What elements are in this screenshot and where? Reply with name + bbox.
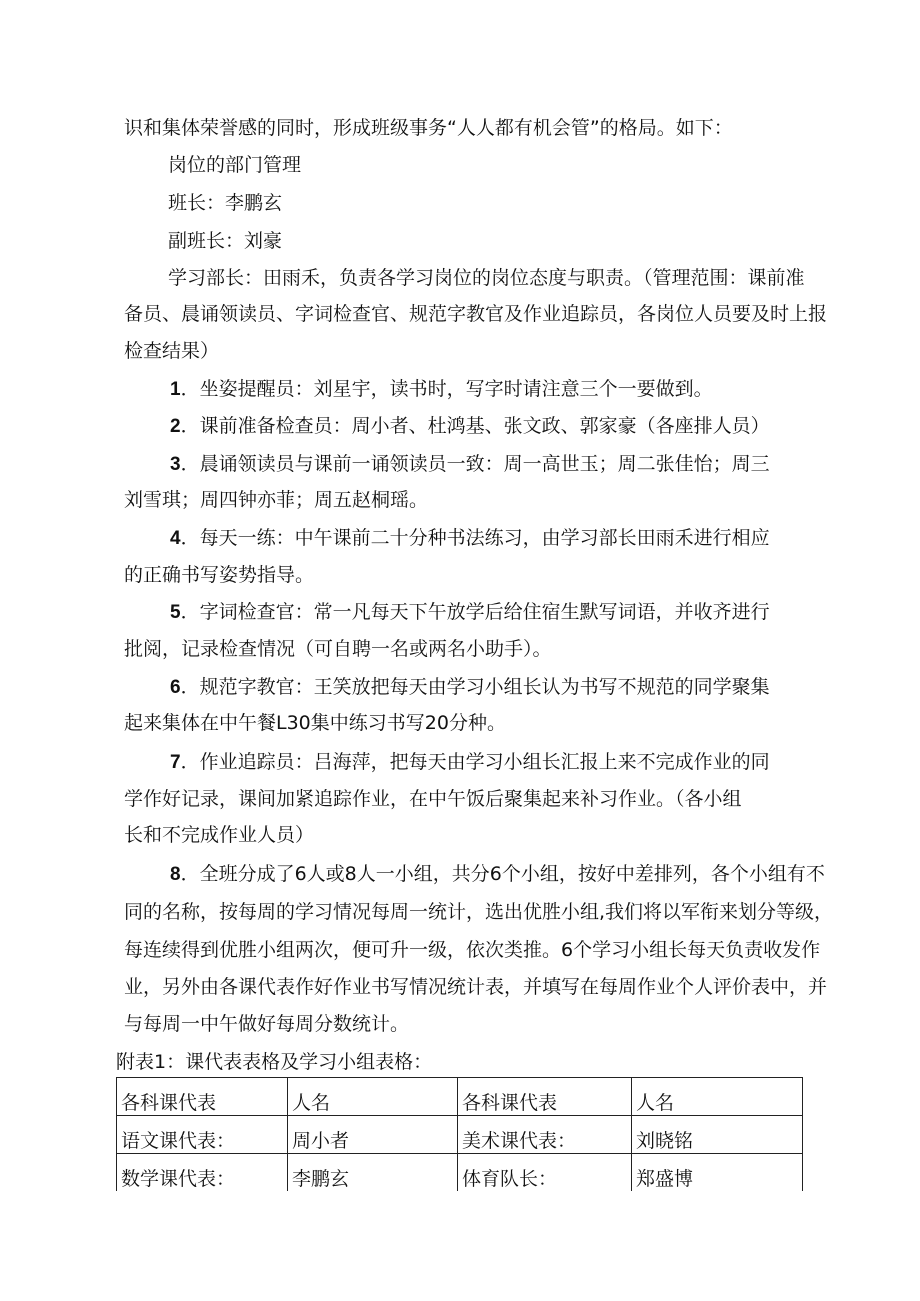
table-row: [117, 1154, 803, 1192]
table-cell: 美术课代表：: [458, 1116, 632, 1154]
study-minister-line: 学习部长：田雨禾，负责各学习岗位的岗位态度与职责。（管理范围：课前准: [168, 267, 805, 289]
table-cell: 郑盛博: [632, 1154, 803, 1192]
study-minister-line-3: 检查结果）: [124, 340, 220, 362]
list-item-6-cont: 起来集体在中午餐L30集中练习书写20分种。: [124, 712, 506, 734]
table-cell: 刘晓铭: [632, 1116, 803, 1154]
list-item-7-cont-2: 长和不完成作业人员）: [124, 824, 315, 846]
list-item-3: 3．晨诵领读员与课前一诵领读员一致：周一高世玉；周二张佳怡；周三: [170, 453, 770, 475]
table-cell: 语文课代表：: [117, 1116, 288, 1154]
list-item-2: 2．课前准备检查员：周小者、杜鸿基、张文政、郭家豪（各座排人员）: [170, 415, 770, 437]
table-header-cell: 各科课代表: [117, 1078, 288, 1116]
table-row: [117, 1116, 803, 1154]
intro-line: 识和集体荣誉感的同时，形成班级事务“人人都有机会管”的格局。如下：: [124, 117, 733, 139]
table-header-cell: 人名: [632, 1078, 803, 1116]
monitor-line: 班长：李鹏玄: [168, 192, 283, 214]
table-header-row: [117, 1078, 803, 1116]
list-item-8-cont-2: 每连续得到优胜小组两次，便可升一级，依次类推。6个学习小组长每天负责收发作: [124, 939, 821, 961]
list-item-8: 8．全班分成了6人或8人一小组，共分6个小组，按好中差排列，各个小组有不: [170, 863, 825, 885]
table-header-cell: 人名: [288, 1078, 458, 1116]
vice-monitor-line: 副班长：刘豪: [168, 230, 283, 252]
list-item-4: 4．每天一练：中午课前二十分种书法练习，由学习部长田雨禾进行相应: [170, 527, 770, 549]
table-caption: 附表1：课代表表格及学习小组表格：: [116, 1051, 433, 1073]
list-item-5-cont: 批阅，记录检查情况（可自聘一名或两名小助手）。: [124, 638, 552, 660]
list-item-6: 6．规范字教官：王笑放把每天由学习小组长认为书写不规范的同学聚集: [170, 676, 770, 698]
list-item-3-cont: 刘雪琪；周四钟亦菲；周五赵桐瑶。: [124, 489, 429, 511]
table-cell: 体育队长：: [458, 1154, 632, 1192]
list-item-4-cont: 的正确书写姿势指导。: [124, 564, 315, 586]
representatives-table: [116, 1077, 803, 1191]
table-cell: 周小者: [288, 1116, 458, 1154]
list-item-8-cont-4: 与每周一中午做好每周分数统计。: [124, 1013, 410, 1035]
table-header-cell: 各科课代表: [458, 1078, 632, 1116]
list-item-8-cont: 同的名称，按每周的学习情况每周一统计，选出优胜小组,我们将以军衔来划分等级，: [124, 901, 834, 923]
list-item-1: 1．坐姿提醒员：刘星宇，读书时，写字时请注意三个一要做到。: [170, 378, 713, 400]
table-cell: 李鹏玄: [288, 1154, 458, 1192]
section-heading: 岗位的部门管理: [168, 154, 302, 176]
study-minister-line-2: 备员、晨诵领读员、字词检查官、规范字教官及作业追踪员，各岗位人员要及时上报: [124, 303, 828, 325]
list-item-8-cont-3: 业，另外由各课代表作好作业书写情况统计表，并填写在每周作业个人评价表中，并: [124, 976, 828, 998]
list-item-7: 7．作业追踪员：吕海萍，把每天由学习小组长汇报上来不完成作业的同: [170, 751, 770, 773]
list-item-5: 5．字词检查官：常一凡每天下午放学后给住宿生默写词语，并收齐进行: [170, 601, 770, 623]
table-cell: 数学课代表：: [117, 1154, 288, 1192]
list-item-7-cont: 学作好记录，课间加紧追踪作业，在中午饭后聚集起来补习作业。（各小组: [124, 788, 742, 810]
